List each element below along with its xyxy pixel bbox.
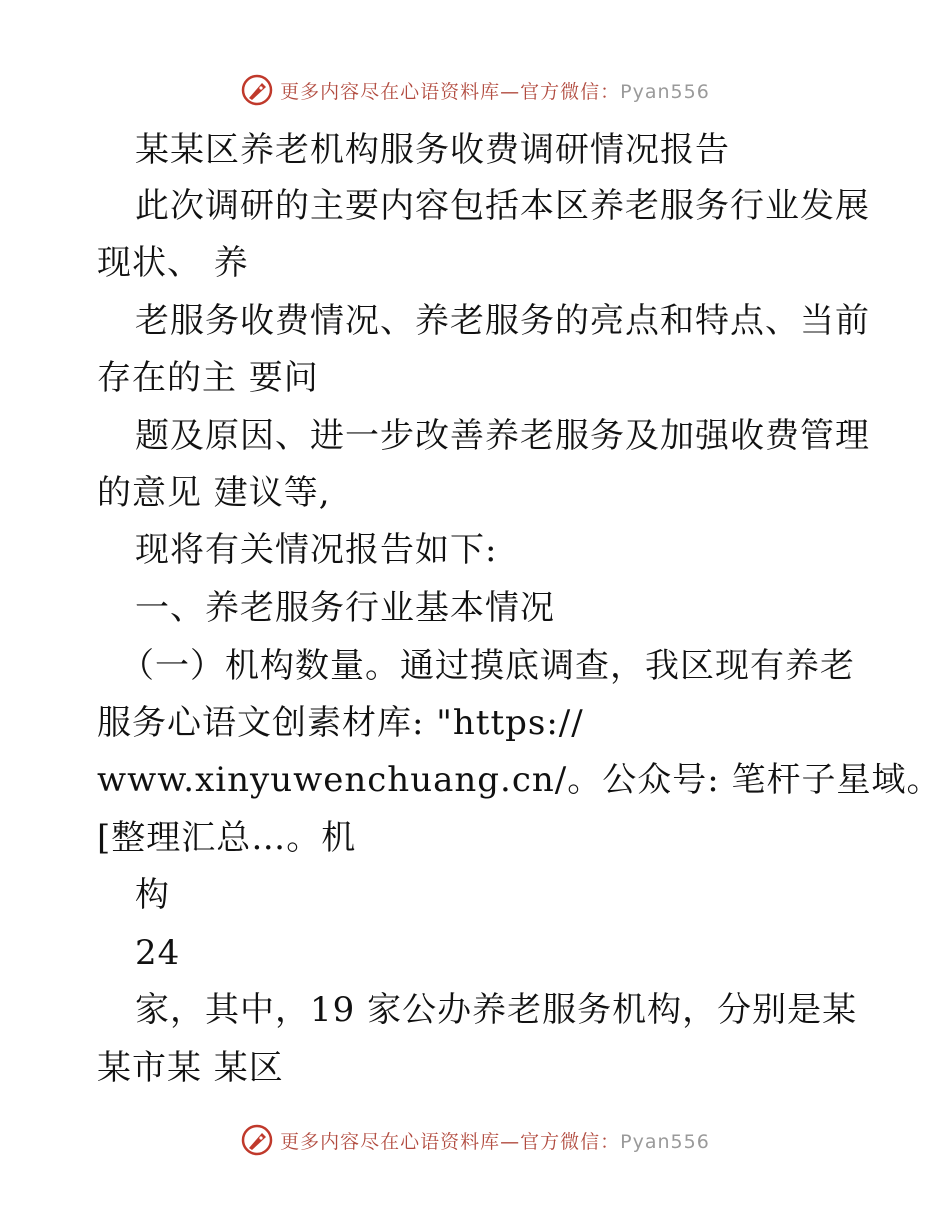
watermark-text: 更多内容尽在心语资料库—官方微信：Pyan556 <box>280 1130 710 1153</box>
doc-line: 题及原因、进一步改善养老服务及加强收费管理 <box>135 416 870 456</box>
doc-line: 家，其中，19 家公办养老服务机构，分别是某 <box>135 990 858 1030</box>
doc-line: www.xinyuwenchuang.cn/。公众号: 笔杆子星域。 <box>97 760 942 800</box>
doc-line: 老服务收费情况、养老服务的亮点和特点、当前 <box>135 301 870 341</box>
doc-line: （一）机构数量。通过摸底调查，我区现有养老 <box>120 646 855 686</box>
doc-line: [整理汇总…。机 <box>97 818 357 858</box>
watermark-text: 更多内容尽在心语资料库—官方微信：Pyan556 <box>280 80 710 103</box>
wechat-id: Pyan556 <box>620 1130 710 1153</box>
watermark-banner-bottom <box>0 1120 950 1160</box>
doc-line: 存在的主 要问 <box>97 358 319 398</box>
doc-line: 24 <box>135 933 181 973</box>
pen-nib-logo-icon <box>240 1123 274 1157</box>
pen-nib-logo-icon <box>240 73 274 107</box>
doc-line: 某市某 某区 <box>97 1048 284 1088</box>
wechat-id: Pyan556 <box>620 80 710 103</box>
doc-line: 此次调研的主要内容包括本区养老服务行业发展 <box>135 186 870 226</box>
section-heading: 一、养老服务行业基本情况 <box>135 588 555 628</box>
doc-line: 的意见 建议等, <box>97 473 331 513</box>
doc-title: 某某区养老机构服务收费调研情况报告 <box>135 130 730 170</box>
watermark-banner-top <box>0 70 950 110</box>
doc-line: 现将有关情况报告如下: <box>135 530 498 570</box>
doc-line: 现状、 养 <box>97 243 249 283</box>
doc-line: 构 <box>135 875 170 915</box>
doc-line: 服务心语文创素材库: "https:// <box>97 703 584 743</box>
